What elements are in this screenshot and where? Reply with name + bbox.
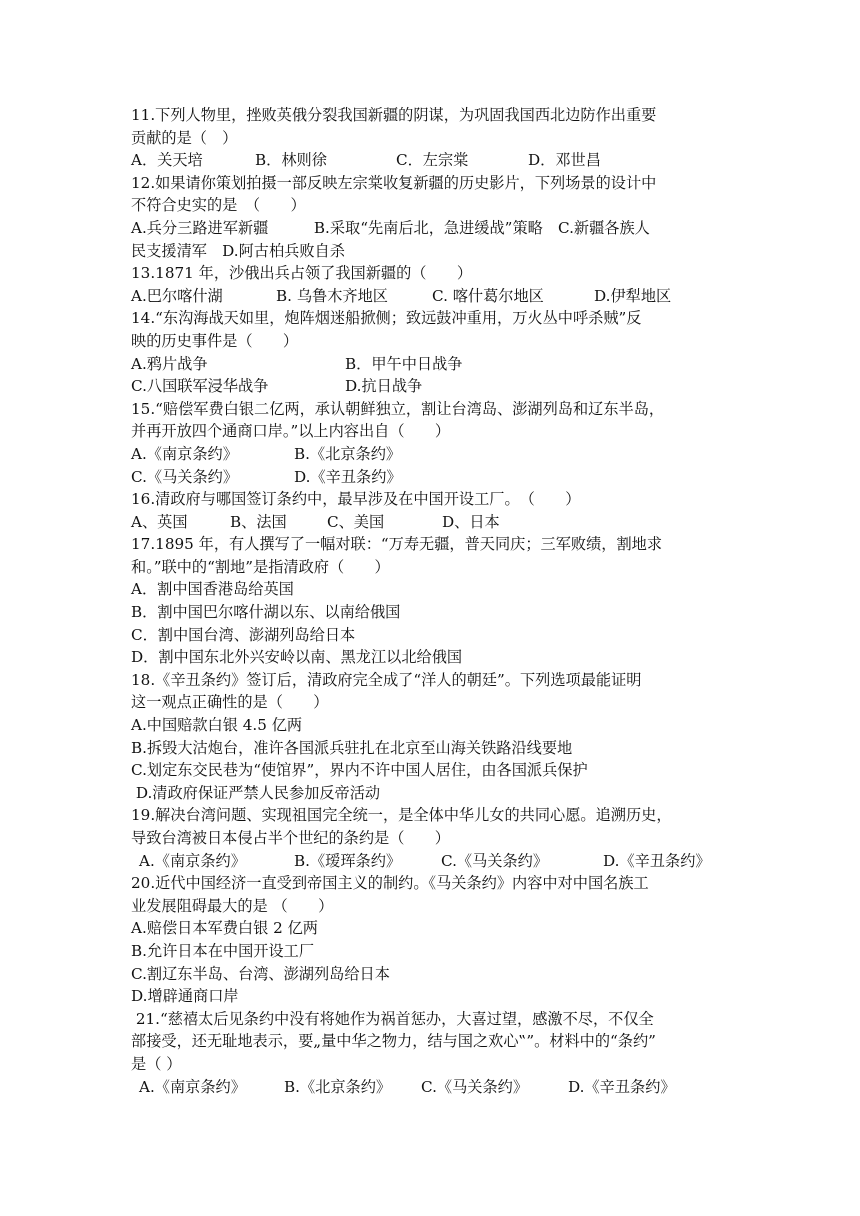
q20-stem-line2: 业发展阻碍最大的是 （ ） — [131, 896, 334, 915]
q17-stem-line2: 和。”联中的“割地”是指清政府（ ） — [131, 557, 390, 576]
q16-options — [131, 511, 736, 534]
q19-stem-line2: 导致台湾被日本侵占半个世纪的条约是（ ） — [131, 829, 450, 847]
q12-stem-line2: 不符合史实的是 （ ） — [131, 196, 306, 215]
q11-option-b: B．林则徐 — [255, 151, 327, 170]
q14-option-a: A.鸦片战争 — [131, 354, 208, 373]
q18-stem-line2: 这一观点正确性的是（ ） — [131, 693, 329, 712]
q11-option-c: C．左宗棠 — [396, 151, 469, 170]
q17-option-c: C．割中国台湾、澎湖列岛给日本 — [131, 625, 356, 644]
q16-option-a: A、英国 — [131, 512, 188, 531]
q14-option-d: D.抗日战争 — [345, 377, 423, 396]
q19-option-c: C.《马关条约》 — [441, 851, 549, 870]
q19-stem-line1: 19.解决台湾问题、实现祖国完全统一，是全体中华儿女的共同心愿。追溯历史， — [131, 806, 672, 825]
q21-options — [131, 1076, 736, 1099]
q15-option-a: A.《南京条约》 — [131, 444, 238, 463]
q21-option-b: B.《北京条约》 — [284, 1077, 392, 1096]
q18-option-d: D.清政府保证严禁人民参加反帝活动 — [131, 783, 381, 802]
q11-stem-line1: 11.下列人物里，挫败英俄分裂我国新疆的阴谋，为巩固我国西北边防作出重要 — [131, 106, 657, 124]
q11-option-a: A．关天培 — [131, 151, 203, 170]
q15-options-row2 — [131, 466, 736, 489]
q15-stem-line2: 并再开放四个通商口岸。”以上内容出自（ ） — [131, 422, 451, 441]
q21-option-c: C.《马关条约》 — [421, 1077, 529, 1096]
q20-option-d: D.增辟通商口岸 — [131, 987, 239, 1006]
q14-options-row2 — [131, 375, 736, 398]
q14-options-row1 — [131, 353, 736, 376]
q21-option-d: D.《辛丑条约》 — [568, 1077, 676, 1096]
q17-stem-line1: 17.1895 年，有人撰写了一幅对联：“万寿无疆，普天同庆；三军败绩，割地求 — [131, 535, 663, 554]
q19-options — [131, 850, 736, 873]
q20-option-c: C.割辽东半岛、台湾、澎湖列岛给日本 — [131, 964, 390, 983]
q17-option-d: D．割中国东北外兴安岭以南、黑龙江以北给俄国 — [131, 648, 463, 667]
q15-option-d: D.《辛丑条约》 — [294, 467, 402, 486]
q18-option-b: B.拆毁大沽炮台，准许各国派兵驻扎在北京至山海关铁路沿线要地 — [131, 738, 573, 757]
q20-option-a: A.赔偿日本军费白银 2 亿两 — [131, 919, 318, 938]
q21-stem-line2: 部接受，还无耻地表示，要„量中华之物力，结与国之欢心‟”。材料中的“条约” — [131, 1032, 656, 1051]
q21-stem-line1: 21.“慈禧太后见条约中没有将她作为祸首惩办，大喜过望，感激不尽，不仅全 — [131, 1009, 654, 1028]
q21-option-a: A.《南京条约》 — [139, 1077, 246, 1096]
q12-options-line2: 民支援清军 D.阿古柏兵败自杀 — [131, 241, 345, 260]
q17-option-b: B．割中国巴尔喀什湖以东、以南给俄国 — [131, 603, 401, 622]
q14-stem-line1: 14.“东沟海战天如里，炮阵烟迷船掀侧；致远鼓冲重用，万火丛中呼杀贼”反 — [131, 309, 642, 328]
q18-option-a: A.中国赔款白银 4.5 亿两 — [131, 716, 303, 735]
q18-option-c: C.划定东交民巷为“使馆界”，界内不许中国人居住，由各国派兵保护 — [131, 761, 588, 780]
q16-option-d: D、日本 — [442, 512, 500, 531]
q11-options — [131, 149, 736, 172]
q13-stem: 13.1871 年，沙俄出兵占领了我国新疆的（ ） — [131, 264, 473, 283]
q15-options-row1 — [131, 443, 736, 466]
q12-options-line1: A.兵分三路进军新疆 B.采取“先南后北，急进缓战”策略 C.新疆各族人 — [131, 218, 650, 237]
q13-options — [131, 285, 736, 308]
q11-stem-line2: 贡献的是（ ） — [131, 128, 238, 147]
q14-option-c: C.八国联军浸华战争 — [131, 377, 269, 396]
q14-option-b: B．甲午中日战争 — [345, 354, 463, 373]
q12-stem-line1: 12.如果请你策划拍摄一部反映左宗棠收复新疆的历史影片，下列场景的设计中 — [131, 173, 657, 192]
q17-option-a: A．割中国香港岛给英国 — [131, 580, 294, 599]
q20-stem-line1: 20.近代中国经济一直受到帝国主义的制约。《马关条约》内容中对中国名族工 — [131, 874, 649, 893]
q15-option-b: B.《北京条约》 — [294, 444, 402, 463]
q16-option-c: C、美国 — [327, 512, 385, 531]
q16-option-b: B、法国 — [230, 512, 287, 531]
q20-option-b: B.允许日本在中国开设工厂 — [131, 941, 315, 960]
q19-option-a: A.《南京条约》 — [139, 851, 246, 870]
q13-option-b: B. 乌鲁木齐地区 — [276, 286, 388, 305]
q14-stem-line2: 映的历史事件是（ ） — [131, 331, 299, 350]
q19-option-b: B.《瑷珲条约》 — [294, 851, 402, 870]
q13-option-c: C. 喀什葛尔地区 — [432, 286, 544, 305]
q13-option-d: D.伊犁地区 — [594, 286, 672, 305]
q19-option-d: D.《辛丑条约》 — [603, 851, 711, 870]
q15-option-c: C.《马关条约》 — [131, 467, 239, 486]
q11-option-d: D．邓世昌 — [528, 151, 601, 170]
q21-stem-line3: 是（ ） — [131, 1054, 182, 1073]
q15-stem-line1: 15.“赔偿军费白银二亿两，承认朝鲜独立，割让台湾岛、澎湖列岛和辽东半岛， — [131, 399, 665, 418]
q13-option-a: A.巴尔喀什湖 — [131, 286, 223, 305]
q18-stem-line1: 18.《辛丑条约》签订后，清政府完全成了“洋人的朝廷”。下列选项最能证明 — [131, 670, 642, 689]
q16-stem: 16.清政府与哪国签订条约中，最早涉及在中国开设工厂。 （ ） — [131, 490, 581, 509]
question-list — [131, 104, 736, 1098]
